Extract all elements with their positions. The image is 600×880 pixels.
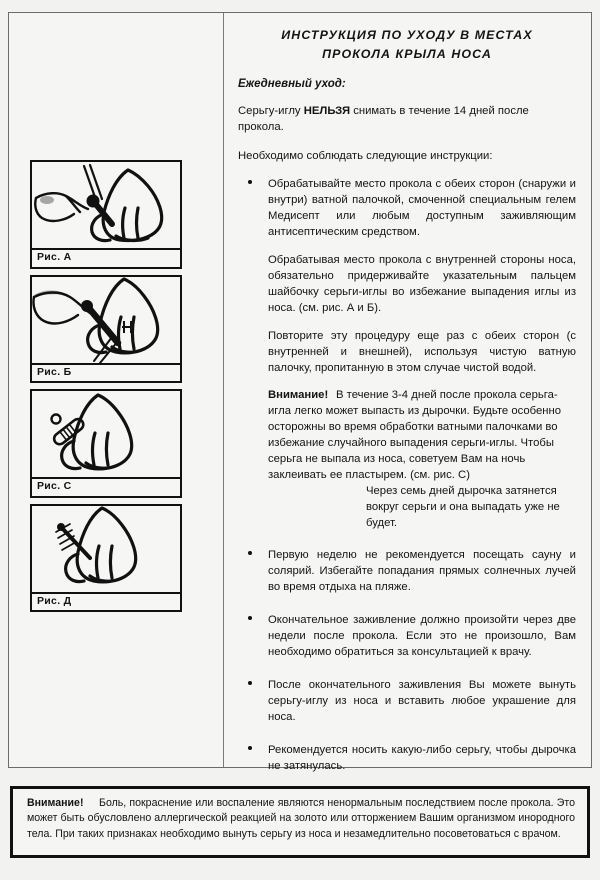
bottom-warning-label: Внимание! [27,797,84,809]
figure-panel-b [30,275,182,384]
instruction-paragraph-3: Повторите эту процедуру еще раз с обеих сторон (с внутренней и внешней), используя чистую ватную палочку, пропитанную в этом случае чистой водой. [268,329,576,374]
inline-warning-body: В течение 3-4 дней после прокола серьга-игла легко может выпасть из дырочки. Будьте особенно осторожны во время обработки ватными палочками во избежание случайного выпадения серьги-иглы. Чтобы серьга не выпала из носа, советуем Вам на ночь заклеивать ее пластырем. (см. рис. С) [268,388,562,482]
figure-panel-a [30,160,182,269]
document-title [238,26,576,64]
figure-panel-c [30,389,182,498]
list-item [238,612,576,660]
intro-text-after-bold: снимать в течение 14 дней после прокола. [238,105,529,134]
inline-warning-continuation: Через семь дней дырочка затянется вокруг серьги и она выпадать уже не будет. [366,485,560,530]
list-item [238,677,576,725]
text-column [238,18,576,792]
final-bullet-text-2: Окончательное заживление должно произойти через две недели после прокола. Если это не произошло, Вам необходимо обратиться за консультацией к врачу. [268,614,576,659]
instruction-block-list [238,176,576,376]
instruction-paragraph-1: Обрабатывайте место прокола с обеих сторон (снаружи и внутри) ватной палочкой, смоченной специальным гелем Медисепт или любым доступным заживляющим антисептическим средством. [268,177,576,238]
instruction-paragraph-2: Обрабатывая место прокола с внутренней стороны носа, обязательно придерживайте указательным пальцем шайбочку серьги-иглы во избежание выпадения иглы из носа. (см. рис. А и Б). [268,253,576,314]
nose-cross-section-swab-outside-with-finger-icon [32,162,180,250]
inline-warning-label: Внимание! [268,388,329,401]
intro-bold-word: НЕЛЬЗЯ [303,105,351,118]
figure-caption-b: Рис. Б [37,365,72,378]
bullet-icon [248,681,252,685]
document-title-line-2: ПРОКОЛА КРЫЛА НОСА [322,47,492,62]
bullet-icon [248,746,252,750]
figure-caption-a: Рис. А [37,251,72,263]
document-title-line-1: ИНСТРУКЦИЯ ПО УХОДУ В МЕСТАХ [281,28,533,42]
instruction-block-item [238,176,576,376]
bullet-icon [248,616,252,620]
intro-text-before-bold: Серьгу-иглу [238,105,304,118]
inline-warning [238,387,576,531]
final-bullet-text-4: Рекомендуется носить какую-либо серьгу, чтобы дырочка не затянулась. [268,744,576,773]
instruction-lead-paragraph: Необходимо соблюдать следующие инструкции: [238,149,493,162]
figure-panel-d [30,504,182,613]
nose-cross-section-plaster-over-stud-icon [32,391,180,479]
final-bullet-list [238,547,576,774]
final-bullet-text-1: Первую неделю не рекомендуется посещать сауну и солярий. Избегайте попадания прямых солнечных лучей во время отдыха на пляже. [268,549,576,594]
figure-caption-d: Рис. Д [37,594,72,607]
nose-cross-section-needle-earring-inserted-icon [32,506,180,594]
bottom-warning-text: Боль, покраснение или воспаление являются ненормальным последствием после прокола. Это может быть обусловлено аллергической реакцией на золото или отторжением Вашим организмом инородного тела. При таких признаках необходимо вынуть серьгу из носа и незамедлительно посоветоваться с врачом. [27,797,575,840]
list-item [238,742,576,774]
final-bullet-text-3: После окончательного заживления Вы можете вынуть серьгу-иглу из носа и вставить любое украшение для носа. [268,679,576,724]
list-item [238,547,576,595]
nose-cross-section-swab-inside-with-finger-icon [32,277,180,365]
intro-no-removal-paragraph [238,103,576,135]
bottom-warning-box [10,786,590,858]
column-divider [223,13,224,767]
bottom-warning-inner [13,789,587,842]
figure-caption-c: Рис. С [37,480,72,493]
section-heading-daily-care: Ежедневный уход: [238,78,346,91]
bullet-icon [248,180,252,184]
bullet-icon [248,551,252,555]
figure-column [30,160,182,618]
